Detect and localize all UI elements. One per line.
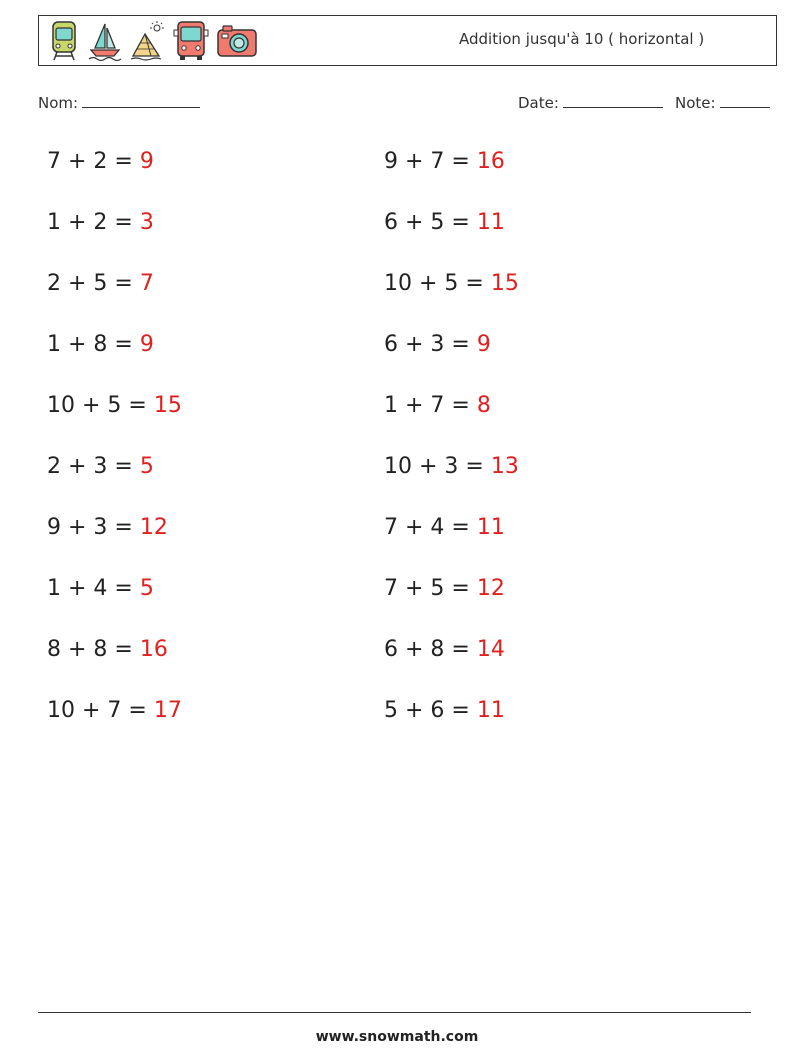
problem-expression: 2 + 5 =	[47, 271, 133, 296]
date-label: Date:	[518, 94, 559, 112]
problem-item	[384, 637, 505, 662]
name-blank-line[interactable]	[82, 93, 200, 108]
problem-expression: 5 + 6 =	[384, 698, 470, 723]
problem-answer: 12	[139, 515, 168, 540]
problem-expression: 10 + 5 =	[384, 271, 484, 296]
problem-item	[384, 149, 505, 174]
problem-expression: 1 + 4 =	[47, 576, 133, 601]
problem-answer: 7	[139, 271, 154, 296]
problem-expression: 10 + 5 =	[47, 393, 147, 418]
note-blank-line[interactable]	[720, 93, 770, 108]
worksheet-title: Addition jusqu'à 10 ( horizontal )	[459, 30, 705, 48]
problem-answer: 9	[476, 332, 491, 357]
problem-item	[384, 576, 505, 601]
problem-item	[47, 637, 168, 662]
problem-item	[47, 576, 154, 601]
problem-answer: 14	[476, 637, 505, 662]
problem-item	[384, 332, 491, 357]
note-field[interactable]	[675, 93, 770, 112]
problem-answer: 12	[476, 576, 505, 601]
camera-icon	[215, 20, 259, 62]
problem-item	[47, 271, 154, 296]
problem-answer: 3	[139, 210, 154, 235]
problem-expression: 6 + 8 =	[384, 637, 470, 662]
problem-answer: 11	[476, 210, 505, 235]
sailboat-icon	[87, 20, 123, 62]
problem-answer: 16	[139, 637, 168, 662]
problem-expression: 1 + 2 =	[47, 210, 133, 235]
problem-item	[47, 332, 154, 357]
problem-answer: 13	[490, 454, 519, 479]
problem-answer: 8	[476, 393, 491, 418]
problem-item	[47, 149, 154, 174]
problem-answer: 9	[139, 149, 154, 174]
problem-expression: 7 + 5 =	[384, 576, 470, 601]
problem-item	[47, 210, 154, 235]
problem-item	[47, 393, 182, 418]
problem-expression: 6 + 3 =	[384, 332, 470, 357]
problem-answer: 15	[490, 271, 519, 296]
problem-expression: 8 + 8 =	[47, 637, 133, 662]
footer-divider	[38, 1012, 751, 1013]
name-label: Nom:	[38, 94, 79, 112]
problem-answer: 15	[153, 393, 182, 418]
problem-expression: 7 + 4 =	[384, 515, 470, 540]
problem-answer: 5	[139, 576, 154, 601]
problem-expression: 1 + 8 =	[47, 332, 133, 357]
problem-item	[384, 515, 505, 540]
problem-expression: 9 + 7 =	[384, 149, 470, 174]
date-field[interactable]	[518, 93, 663, 112]
tram-icon	[47, 20, 81, 62]
problem-expression: 2 + 3 =	[47, 454, 133, 479]
worksheet-header	[38, 15, 777, 66]
problem-expression: 10 + 7 =	[47, 698, 147, 723]
problem-expression: 9 + 3 =	[47, 515, 133, 540]
problem-answer: 16	[476, 149, 505, 174]
date-blank-line[interactable]	[563, 93, 663, 108]
problem-expression: 7 + 2 =	[47, 149, 133, 174]
problem-answer: 11	[476, 515, 505, 540]
problem-item	[384, 393, 491, 418]
problem-expression: 6 + 5 =	[384, 210, 470, 235]
problem-item	[47, 515, 168, 540]
problem-item	[384, 210, 505, 235]
footer-url[interactable]: www.snowmath.com	[315, 1029, 479, 1045]
problem-answer: 17	[153, 698, 182, 723]
bus-icon	[173, 20, 209, 62]
problem-item	[47, 698, 182, 723]
problem-item	[384, 454, 519, 479]
problem-expression: 1 + 7 =	[384, 393, 470, 418]
problem-answer: 11	[476, 698, 505, 723]
header-icons	[47, 20, 259, 62]
problem-item	[384, 271, 519, 296]
name-field[interactable]	[38, 93, 200, 112]
pyramid-icon	[129, 20, 167, 62]
problem-item	[47, 454, 154, 479]
problem-answer: 9	[139, 332, 154, 357]
problem-expression: 10 + 3 =	[384, 454, 484, 479]
problem-item	[384, 698, 505, 723]
note-label: Note:	[675, 94, 716, 112]
problem-answer: 5	[139, 454, 154, 479]
